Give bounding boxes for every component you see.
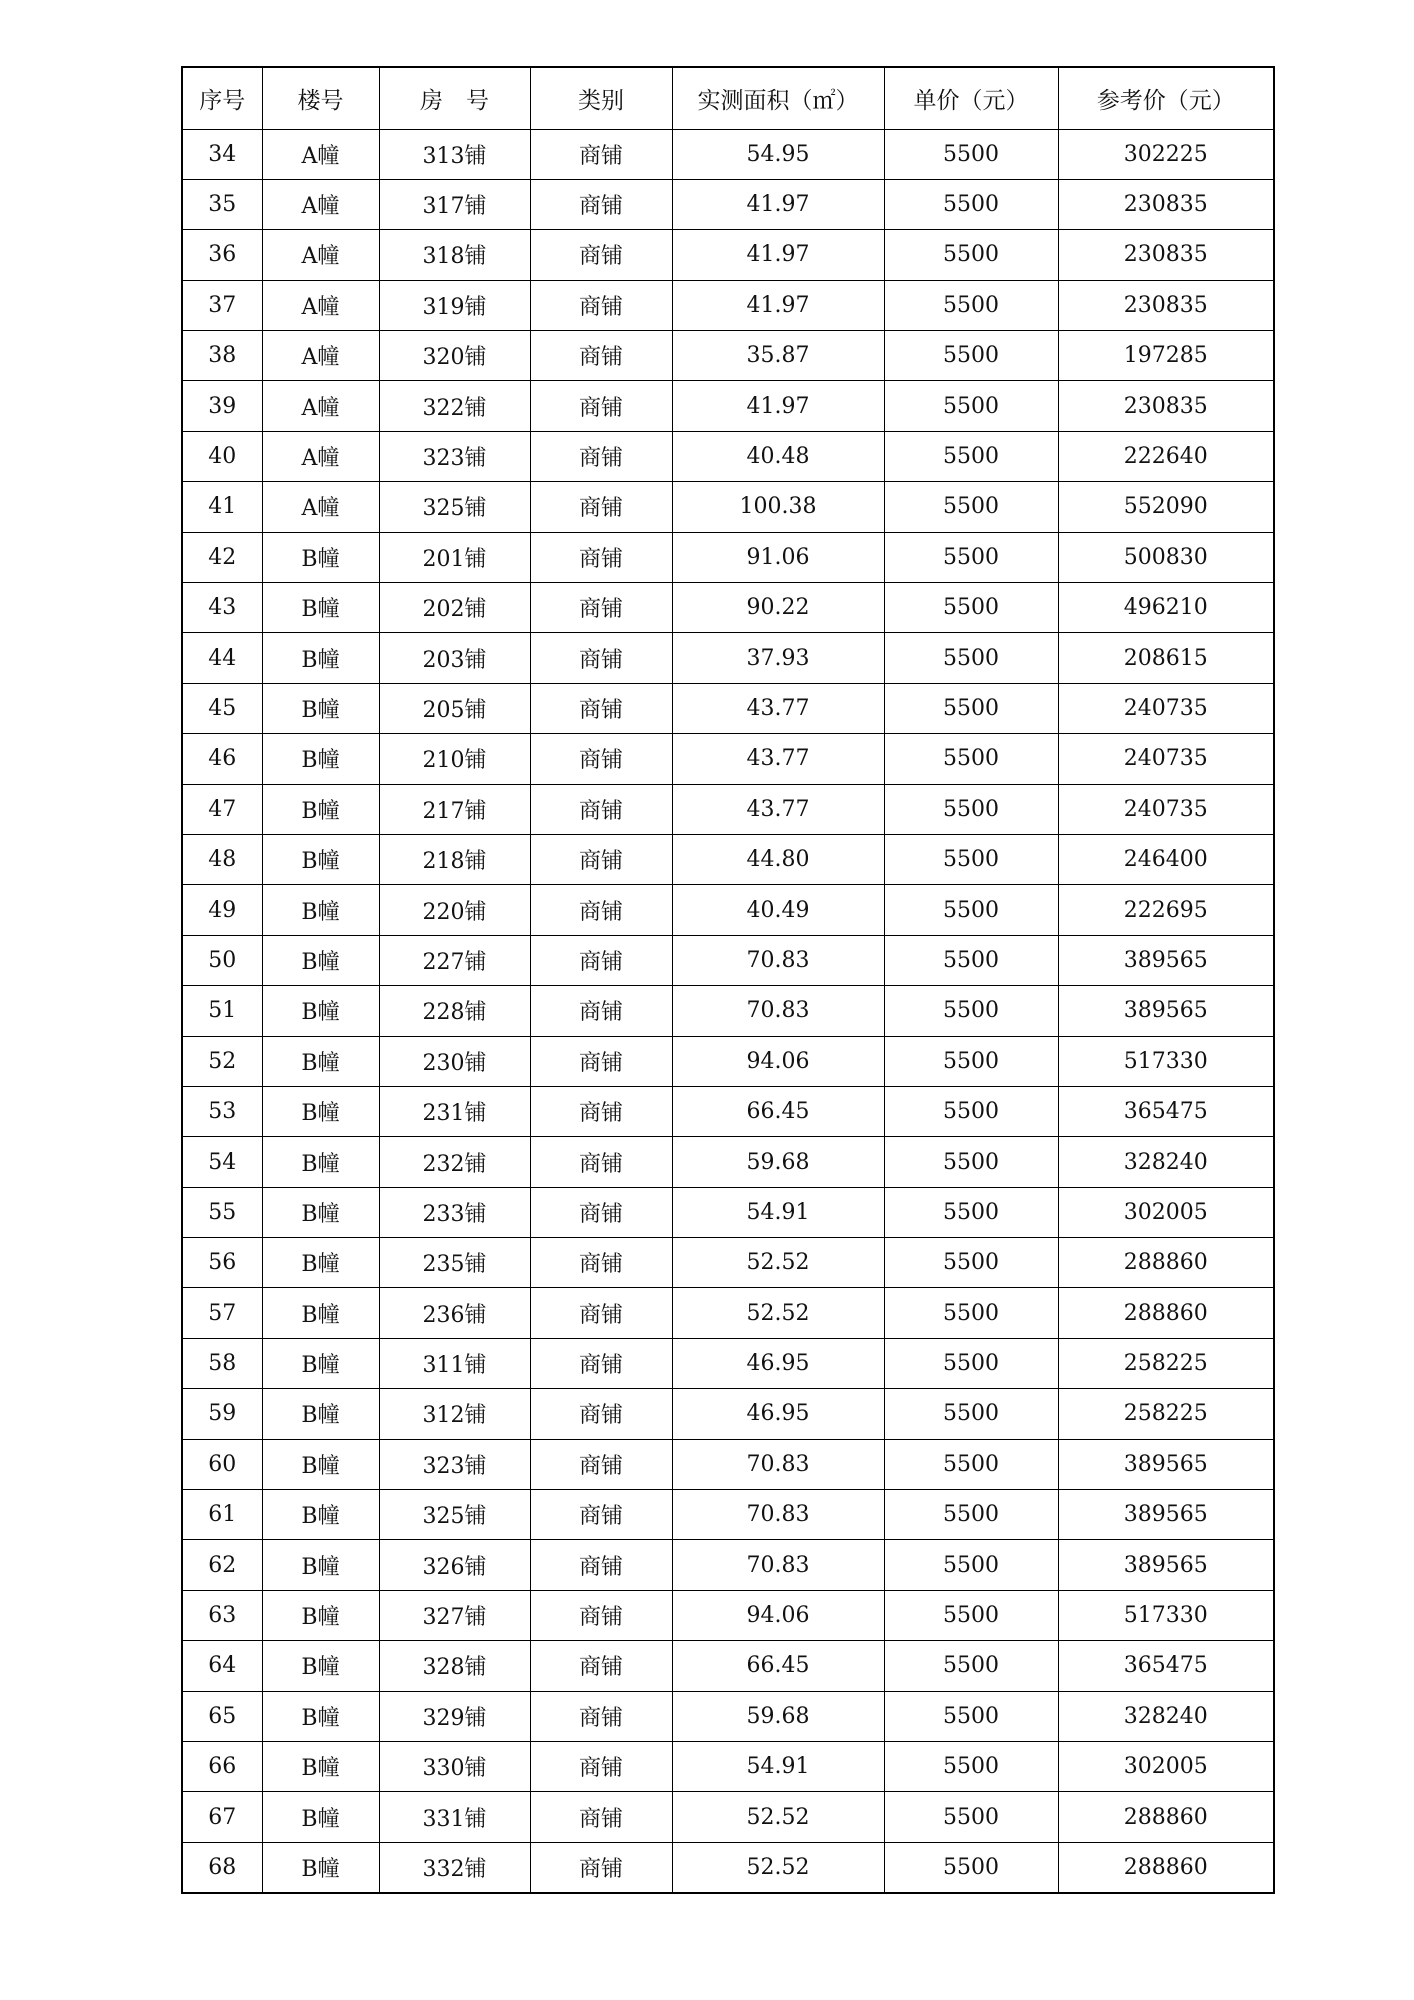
table-row <box>182 885 1274 935</box>
table-row <box>182 1792 1274 1842</box>
table-row <box>182 129 1274 179</box>
table-row <box>182 1540 1274 1590</box>
cell-unit-price: 5500 <box>884 1187 1058 1237</box>
cell-unit-price: 5500 <box>884 1490 1058 1540</box>
cell-building: B幢 <box>262 1187 379 1237</box>
cell-reference-price: 302005 <box>1058 1187 1274 1237</box>
cell-unit-price: 5500 <box>884 381 1058 431</box>
cell-reference-price: 302005 <box>1058 1742 1274 1792</box>
cell-index: 51 <box>182 986 262 1036</box>
cell-area: 59.68 <box>672 1137 884 1187</box>
cell-building: B幢 <box>262 683 379 733</box>
cell-index: 35 <box>182 179 262 229</box>
cell-category: 商铺 <box>530 1036 672 1086</box>
cell-building: B幢 <box>262 1439 379 1489</box>
table-row <box>182 1137 1274 1187</box>
cell-reference-price: 517330 <box>1058 1036 1274 1086</box>
cell-index: 59 <box>182 1389 262 1439</box>
cell-room: 330铺 <box>379 1742 530 1792</box>
table-row <box>182 1238 1274 1288</box>
cell-room: 329铺 <box>379 1691 530 1741</box>
cell-area: 43.77 <box>672 683 884 733</box>
table-row <box>182 1288 1274 1338</box>
cell-unit-price: 5500 <box>884 784 1058 834</box>
cell-index: 47 <box>182 784 262 834</box>
header-room: 房 号 <box>379 67 530 129</box>
cell-reference-price: 552090 <box>1058 482 1274 532</box>
cell-index: 42 <box>182 532 262 582</box>
cell-building: B幢 <box>262 1389 379 1439</box>
header-reference-price: 参考价（元） <box>1058 67 1274 129</box>
cell-category: 商铺 <box>530 885 672 935</box>
cell-room: 231铺 <box>379 1086 530 1136</box>
cell-index: 53 <box>182 1086 262 1136</box>
header-category: 类别 <box>530 67 672 129</box>
cell-reference-price: 328240 <box>1058 1691 1274 1741</box>
table-row <box>182 734 1274 784</box>
cell-building: A幢 <box>262 482 379 532</box>
cell-unit-price: 5500 <box>884 1338 1058 1388</box>
cell-building: B幢 <box>262 633 379 683</box>
cell-building: B幢 <box>262 1590 379 1640</box>
cell-unit-price: 5500 <box>884 633 1058 683</box>
table-row <box>182 1086 1274 1136</box>
cell-room: 203铺 <box>379 633 530 683</box>
cell-room: 325铺 <box>379 482 530 532</box>
cell-index: 50 <box>182 935 262 985</box>
table-row <box>182 532 1274 582</box>
cell-area: 54.91 <box>672 1187 884 1237</box>
cell-area: 43.77 <box>672 784 884 834</box>
cell-reference-price: 517330 <box>1058 1590 1274 1640</box>
table-row <box>182 230 1274 280</box>
cell-room: 312铺 <box>379 1389 530 1439</box>
cell-room: 233铺 <box>379 1187 530 1237</box>
cell-building: B幢 <box>262 1137 379 1187</box>
cell-category: 商铺 <box>530 1137 672 1187</box>
cell-building: B幢 <box>262 1842 379 1892</box>
cell-reference-price: 258225 <box>1058 1338 1274 1388</box>
cell-room: 202铺 <box>379 583 530 633</box>
cell-area: 59.68 <box>672 1691 884 1741</box>
cell-category: 商铺 <box>530 633 672 683</box>
cell-category: 商铺 <box>530 1490 672 1540</box>
cell-room: 332铺 <box>379 1842 530 1892</box>
cell-room: 326铺 <box>379 1540 530 1590</box>
cell-building: B幢 <box>262 834 379 884</box>
cell-building: B幢 <box>262 1036 379 1086</box>
cell-reference-price: 500830 <box>1058 532 1274 582</box>
cell-reference-price: 389565 <box>1058 1439 1274 1489</box>
cell-area: 52.52 <box>672 1792 884 1842</box>
cell-area: 70.83 <box>672 986 884 1036</box>
cell-category: 商铺 <box>530 331 672 381</box>
cell-building: B幢 <box>262 1792 379 1842</box>
cell-unit-price: 5500 <box>884 331 1058 381</box>
table-row <box>182 381 1274 431</box>
cell-area: 52.52 <box>672 1288 884 1338</box>
cell-room: 236铺 <box>379 1288 530 1338</box>
cell-unit-price: 5500 <box>884 1742 1058 1792</box>
cell-index: 48 <box>182 834 262 884</box>
cell-room: 313铺 <box>379 129 530 179</box>
table-row <box>182 784 1274 834</box>
cell-index: 56 <box>182 1238 262 1288</box>
table-row <box>182 179 1274 229</box>
cell-building: B幢 <box>262 532 379 582</box>
table-row <box>182 431 1274 481</box>
cell-building: A幢 <box>262 280 379 330</box>
cell-unit-price: 5500 <box>884 1641 1058 1691</box>
cell-room: 320铺 <box>379 331 530 381</box>
cell-reference-price: 197285 <box>1058 331 1274 381</box>
cell-reference-price: 240735 <box>1058 734 1274 784</box>
cell-building: B幢 <box>262 1742 379 1792</box>
header-unit-price: 单价（元） <box>884 67 1058 129</box>
cell-unit-price: 5500 <box>884 1036 1058 1086</box>
cell-reference-price: 496210 <box>1058 583 1274 633</box>
cell-unit-price: 5500 <box>884 1439 1058 1489</box>
cell-room: 217铺 <box>379 784 530 834</box>
table-row <box>182 1742 1274 1792</box>
cell-area: 66.45 <box>672 1641 884 1691</box>
cell-area: 37.93 <box>672 633 884 683</box>
cell-unit-price: 5500 <box>884 986 1058 1036</box>
cell-unit-price: 5500 <box>884 834 1058 884</box>
cell-reference-price: 288860 <box>1058 1792 1274 1842</box>
cell-area: 91.06 <box>672 532 884 582</box>
cell-area: 40.48 <box>672 431 884 481</box>
cell-unit-price: 5500 <box>884 1792 1058 1842</box>
cell-building: B幢 <box>262 1540 379 1590</box>
cell-index: 52 <box>182 1036 262 1086</box>
cell-area: 70.83 <box>672 1490 884 1540</box>
cell-index: 40 <box>182 431 262 481</box>
table-row <box>182 1691 1274 1741</box>
cell-reference-price: 230835 <box>1058 381 1274 431</box>
cell-reference-price: 222640 <box>1058 431 1274 481</box>
cell-category: 商铺 <box>530 1842 672 1892</box>
cell-reference-price: 240735 <box>1058 784 1274 834</box>
cell-area: 41.97 <box>672 280 884 330</box>
cell-index: 36 <box>182 230 262 280</box>
cell-building: B幢 <box>262 935 379 985</box>
cell-category: 商铺 <box>530 179 672 229</box>
cell-room: 318铺 <box>379 230 530 280</box>
cell-room: 235铺 <box>379 1238 530 1288</box>
cell-index: 38 <box>182 331 262 381</box>
table-row <box>182 683 1274 733</box>
cell-area: 66.45 <box>672 1086 884 1136</box>
cell-reference-price: 302225 <box>1058 129 1274 179</box>
cell-unit-price: 5500 <box>884 1086 1058 1136</box>
cell-index: 57 <box>182 1288 262 1338</box>
cell-reference-price: 240735 <box>1058 683 1274 733</box>
cell-reference-price: 246400 <box>1058 834 1274 884</box>
cell-index: 58 <box>182 1338 262 1388</box>
cell-building: B幢 <box>262 1490 379 1540</box>
cell-unit-price: 5500 <box>884 1590 1058 1640</box>
cell-room: 323铺 <box>379 1439 530 1489</box>
cell-unit-price: 5500 <box>884 1842 1058 1892</box>
cell-reference-price: 389565 <box>1058 986 1274 1036</box>
table-row <box>182 986 1274 1036</box>
cell-unit-price: 5500 <box>884 280 1058 330</box>
cell-room: 227铺 <box>379 935 530 985</box>
table-row <box>182 1590 1274 1640</box>
cell-index: 46 <box>182 734 262 784</box>
cell-reference-price: 288860 <box>1058 1842 1274 1892</box>
cell-index: 54 <box>182 1137 262 1187</box>
cell-unit-price: 5500 <box>884 179 1058 229</box>
cell-area: 54.95 <box>672 129 884 179</box>
cell-area: 70.83 <box>672 1439 884 1489</box>
cell-room: 317铺 <box>379 179 530 229</box>
cell-index: 34 <box>182 129 262 179</box>
header-building: 楼号 <box>262 67 379 129</box>
cell-index: 63 <box>182 1590 262 1640</box>
cell-category: 商铺 <box>530 1792 672 1842</box>
cell-area: 44.80 <box>672 834 884 884</box>
cell-area: 40.49 <box>672 885 884 935</box>
cell-index: 65 <box>182 1691 262 1741</box>
cell-building: B幢 <box>262 1641 379 1691</box>
table-row <box>182 1641 1274 1691</box>
cell-room: 218铺 <box>379 834 530 884</box>
cell-category: 商铺 <box>530 1439 672 1489</box>
header-index: 序号 <box>182 67 262 129</box>
cell-index: 37 <box>182 280 262 330</box>
cell-area: 41.97 <box>672 381 884 431</box>
cell-index: 67 <box>182 1792 262 1842</box>
cell-category: 商铺 <box>530 1288 672 1338</box>
cell-category: 商铺 <box>530 1238 672 1288</box>
cell-category: 商铺 <box>530 683 672 733</box>
cell-index: 64 <box>182 1641 262 1691</box>
table-row <box>182 1842 1274 1892</box>
cell-category: 商铺 <box>530 230 672 280</box>
cell-reference-price: 389565 <box>1058 1540 1274 1590</box>
cell-building: A幢 <box>262 129 379 179</box>
cell-area: 43.77 <box>672 734 884 784</box>
cell-building: B幢 <box>262 1288 379 1338</box>
cell-reference-price: 258225 <box>1058 1389 1274 1439</box>
cell-room: 228铺 <box>379 986 530 1036</box>
cell-category: 商铺 <box>530 1187 672 1237</box>
cell-building: A幢 <box>262 431 379 481</box>
cell-unit-price: 5500 <box>884 734 1058 784</box>
table-row <box>182 280 1274 330</box>
cell-index: 45 <box>182 683 262 733</box>
cell-unit-price: 5500 <box>884 532 1058 582</box>
cell-reference-price: 389565 <box>1058 1490 1274 1540</box>
cell-index: 55 <box>182 1187 262 1237</box>
cell-unit-price: 5500 <box>884 1238 1058 1288</box>
cell-building: B幢 <box>262 885 379 935</box>
cell-unit-price: 5500 <box>884 583 1058 633</box>
cell-area: 52.52 <box>672 1842 884 1892</box>
cell-unit-price: 5500 <box>884 1288 1058 1338</box>
cell-room: 232铺 <box>379 1137 530 1187</box>
cell-area: 35.87 <box>672 331 884 381</box>
cell-building: B幢 <box>262 986 379 1036</box>
cell-building: B幢 <box>262 1086 379 1136</box>
table-row <box>182 482 1274 532</box>
cell-category: 商铺 <box>530 1389 672 1439</box>
cell-category: 商铺 <box>530 935 672 985</box>
table-row <box>182 1389 1274 1439</box>
cell-unit-price: 5500 <box>884 683 1058 733</box>
cell-reference-price: 365475 <box>1058 1641 1274 1691</box>
cell-category: 商铺 <box>530 986 672 1036</box>
cell-index: 44 <box>182 633 262 683</box>
cell-area: 90.22 <box>672 583 884 633</box>
cell-area: 70.83 <box>672 1540 884 1590</box>
cell-building: B幢 <box>262 1338 379 1388</box>
cell-unit-price: 5500 <box>884 935 1058 985</box>
table-header-row <box>182 67 1274 129</box>
cell-area: 46.95 <box>672 1338 884 1388</box>
cell-building: A幢 <box>262 230 379 280</box>
cell-unit-price: 5500 <box>884 1389 1058 1439</box>
cell-category: 商铺 <box>530 1641 672 1691</box>
cell-area: 52.52 <box>672 1238 884 1288</box>
table-row <box>182 1439 1274 1489</box>
cell-area: 54.91 <box>672 1742 884 1792</box>
cell-room: 322铺 <box>379 381 530 431</box>
cell-reference-price: 230835 <box>1058 179 1274 229</box>
cell-area: 94.06 <box>672 1036 884 1086</box>
cell-index: 39 <box>182 381 262 431</box>
cell-reference-price: 389565 <box>1058 935 1274 985</box>
cell-unit-price: 5500 <box>884 1540 1058 1590</box>
cell-area: 70.83 <box>672 935 884 985</box>
cell-area: 94.06 <box>672 1590 884 1640</box>
table-row <box>182 834 1274 884</box>
cell-reference-price: 230835 <box>1058 230 1274 280</box>
cell-building: B幢 <box>262 1691 379 1741</box>
cell-room: 201铺 <box>379 532 530 582</box>
cell-category: 商铺 <box>530 1691 672 1741</box>
cell-category: 商铺 <box>530 431 672 481</box>
shop-price-table <box>181 66 1275 1894</box>
cell-category: 商铺 <box>530 482 672 532</box>
cell-room: 327铺 <box>379 1590 530 1640</box>
cell-index: 60 <box>182 1439 262 1489</box>
table-row <box>182 633 1274 683</box>
cell-category: 商铺 <box>530 784 672 834</box>
cell-index: 61 <box>182 1490 262 1540</box>
cell-reference-price: 288860 <box>1058 1288 1274 1338</box>
cell-index: 49 <box>182 885 262 935</box>
cell-building: A幢 <box>262 179 379 229</box>
cell-reference-price: 288860 <box>1058 1238 1274 1288</box>
cell-index: 68 <box>182 1842 262 1892</box>
cell-reference-price: 208615 <box>1058 633 1274 683</box>
cell-category: 商铺 <box>530 1086 672 1136</box>
table-row <box>182 1036 1274 1086</box>
cell-reference-price: 222695 <box>1058 885 1274 935</box>
cell-reference-price: 328240 <box>1058 1137 1274 1187</box>
table-row <box>182 1490 1274 1540</box>
cell-room: 205铺 <box>379 683 530 733</box>
cell-unit-price: 5500 <box>884 482 1058 532</box>
cell-room: 323铺 <box>379 431 530 481</box>
table-row <box>182 1187 1274 1237</box>
cell-index: 62 <box>182 1540 262 1590</box>
cell-category: 商铺 <box>530 1540 672 1590</box>
cell-room: 210铺 <box>379 734 530 784</box>
cell-category: 商铺 <box>530 280 672 330</box>
header-area: 实测面积（㎡） <box>672 67 884 129</box>
cell-index: 66 <box>182 1742 262 1792</box>
cell-building: B幢 <box>262 1238 379 1288</box>
cell-area: 46.95 <box>672 1389 884 1439</box>
cell-room: 220铺 <box>379 885 530 935</box>
cell-building: B幢 <box>262 583 379 633</box>
cell-room: 325铺 <box>379 1490 530 1540</box>
cell-unit-price: 5500 <box>884 129 1058 179</box>
cell-category: 商铺 <box>530 1590 672 1640</box>
cell-reference-price: 365475 <box>1058 1086 1274 1136</box>
cell-category: 商铺 <box>530 129 672 179</box>
cell-room: 331铺 <box>379 1792 530 1842</box>
cell-index: 43 <box>182 583 262 633</box>
table-body <box>182 129 1274 1893</box>
cell-area: 41.97 <box>672 179 884 229</box>
cell-category: 商铺 <box>530 532 672 582</box>
cell-unit-price: 5500 <box>884 230 1058 280</box>
cell-category: 商铺 <box>530 1742 672 1792</box>
cell-area: 100.38 <box>672 482 884 532</box>
cell-category: 商铺 <box>530 834 672 884</box>
cell-category: 商铺 <box>530 1338 672 1388</box>
cell-index: 41 <box>182 482 262 532</box>
table-row <box>182 1338 1274 1388</box>
table-row <box>182 583 1274 633</box>
cell-unit-price: 5500 <box>884 431 1058 481</box>
cell-unit-price: 5500 <box>884 885 1058 935</box>
cell-unit-price: 5500 <box>884 1691 1058 1741</box>
cell-reference-price: 230835 <box>1058 280 1274 330</box>
cell-room: 311铺 <box>379 1338 530 1388</box>
cell-room: 230铺 <box>379 1036 530 1086</box>
cell-category: 商铺 <box>530 583 672 633</box>
cell-area: 41.97 <box>672 230 884 280</box>
cell-building: B幢 <box>262 734 379 784</box>
cell-building: A幢 <box>262 331 379 381</box>
cell-room: 319铺 <box>379 280 530 330</box>
cell-unit-price: 5500 <box>884 1137 1058 1187</box>
table-row <box>182 331 1274 381</box>
cell-room: 328铺 <box>379 1641 530 1691</box>
cell-building: B幢 <box>262 784 379 834</box>
table-row <box>182 935 1274 985</box>
cell-category: 商铺 <box>530 381 672 431</box>
cell-category: 商铺 <box>530 734 672 784</box>
cell-building: A幢 <box>262 381 379 431</box>
